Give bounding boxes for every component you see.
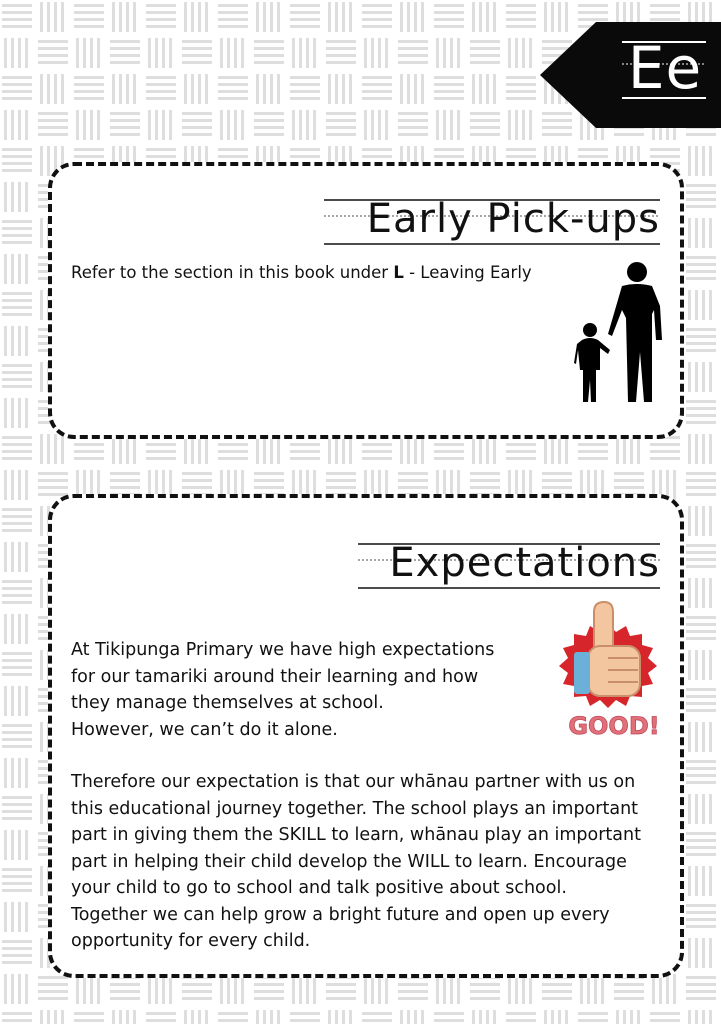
parent-child-silhouette-icon [574,258,670,404]
body-line: part in giving them the SKILL to learn, whānau play an important [71,825,641,845]
body-line: opportunity for every child. [71,931,311,951]
expectations-card [48,494,684,978]
body-line: Therefore our expectation is that our whānau partner with us on [71,772,636,792]
body-line: your child to go to school and talk positive about school. [71,878,567,898]
early-pickups-text: Refer to the section in this book under L - Leaving Early [71,263,532,282]
early-pickups-title: Early Pick-ups [366,196,660,242]
expectations-title: Expectations [389,540,660,586]
intro-line: for our tamariki around their learning and how [71,666,479,687]
body-line: this educational journey together. The school plays an important [71,798,639,819]
good-sticker-text: GOOD! [568,712,660,740]
section-letter: Ee [627,34,703,102]
early-pickups-card [48,162,684,439]
expectations-intro [71,637,494,743]
body-line: Together we can help grow a bright future and open up every [71,904,610,925]
expectations-body [71,769,641,955]
thumbs-up-icon [558,596,670,746]
intro-line: they manage themselves at school. [71,693,384,713]
intro-line: At Tikipunga Primary we have high expectations [71,640,495,660]
body-line: part in helping their child develop the WILL to learn. Encourage [71,851,627,872]
intro-line: However, we can’t do it alone. [71,719,338,740]
